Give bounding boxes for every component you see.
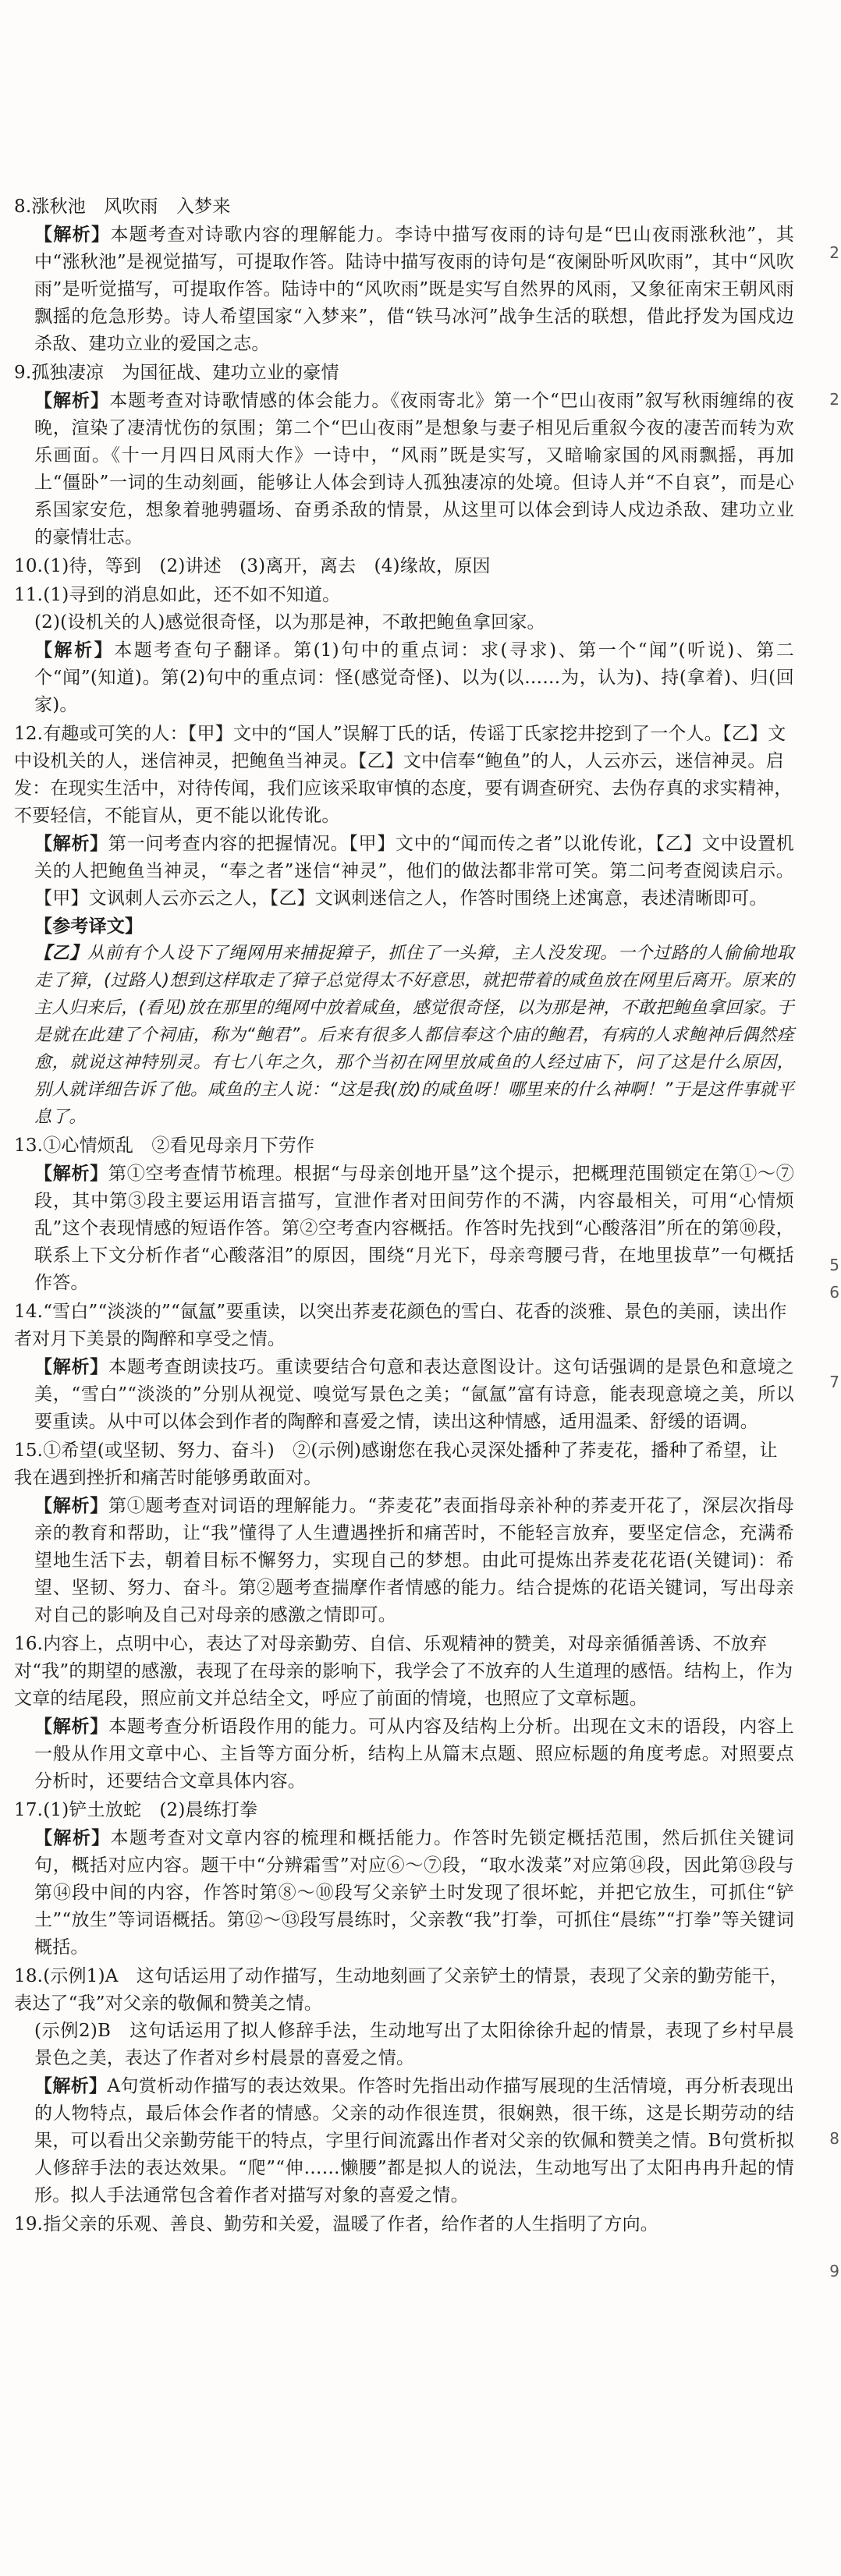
analysis-text: 本题考查对诗歌情感的体会能力。《夜雨寄北》第一个“巴山夜雨”叙写秋雨缠绵的夜晚，渲染了凄清忧伤的氛围；第二个“巴山夜雨”是想象与妻子相见后重叙今夜的凄苦而转为欢乐画面。《十一月四日风雨大作》一诗中，“风雨”既是实写，又暗喻家国的风雨飘摇，再加上“僵卧”一词的生动刻画，能够让人体会到诗人孤独凄凉的处境。但诗人并“不自哀”，而是心系国家安危，想象着驰骋疆场、奋勇杀敌的情景，从这里可以体会到诗人戍边杀敌、建功立业的豪情壮志。 [34, 391, 794, 547]
analysis-paragraph [14, 1160, 794, 1297]
item-answer: 内容上，点明中心，表达了对母亲勤劳、自信、乐观精神的赞美，对母亲循循善诱、不放弃对“我”的期望的感激，表现了在母亲的影响下，我学会了不放弃的人生道理的感悟。结构上，作为文章的结尾段，照应前文并总结全文，呼应了前面的情境，也照应了文章标题。 [14, 1634, 793, 1709]
answer-item [14, 1299, 794, 1436]
analysis-text: 第①空考查情节梳理。根据“与母亲创地开垦”这个提示，把概理范围锁定在第①～⑦段，其中第③段主要运用语言描写，宣泄作者对田间劳作的不满，内容最相关，可用“心情烦乱”这个表现情感的短语作答。第②空考查内容概括。作答时先找到“心酸落泪”所在的第⑩段，联系上下文分析作者“心酸落泪”的原因，围绕“月光下，母亲弯腰弓背，在地里拔草”一句概括作答。 [34, 1164, 794, 1293]
analysis-text: 本题考查对文章内容的梳理和概括能力。作答时先锁定概括范围，然后抓住关键词句，概括对应内容。题干中“分辨霜雪”对应⑥～⑦段，“取水泼菜”对应第⑭段，因此第⑬段与第⑭段中间的内容，作答时第⑧～⑩段写父亲铲土时发现了很坏蛇，并把它放生，可抓住“铲土”“放生”等词语概括。第⑫～⑬段写晨练时，父亲教“我”打拳，可抓住“晨练”“打拳”等关键词概括。 [34, 1828, 794, 1958]
analysis-paragraph [14, 1353, 794, 1436]
item-number: 8. [14, 197, 32, 217]
item-number: 14. [14, 1302, 44, 1322]
margin-mark: 9 [829, 2262, 839, 2280]
item-number: 13. [14, 1136, 44, 1156]
answer-item [14, 360, 794, 551]
analysis-tag: 【解析】 [34, 640, 115, 661]
item-number: 19. [14, 2214, 44, 2234]
analysis-paragraph [14, 636, 794, 719]
analysis-tag: 【解析】 [34, 2075, 108, 2096]
answer-item [14, 553, 794, 580]
item-number: 18. [14, 1966, 44, 1986]
margin-mark: 2 [829, 243, 839, 262]
item-answer: 涨秋池 风吹雨 入梦来 [31, 197, 231, 217]
item-number: 9. [14, 363, 32, 383]
item-answer: “雪白”“淡淡的”“氤氲”要重读，以突出荞麦花颜色的雪白、花香的淡雅、景色的美丽，读出作者对月下美景的陶醉和享受之情。 [14, 1302, 787, 1349]
analysis-paragraph [14, 609, 794, 636]
margin-mark: 2 [829, 390, 839, 409]
translation-body [14, 940, 794, 1131]
item-answer: 指父亲的乐观、善良、勤劳和关爱，温暖了作者，给作者的人生指明了方向。 [43, 2214, 658, 2234]
answer-item [14, 1437, 794, 1629]
item-answer: (1)寻到的消息如此，还不如不知道。 [43, 585, 341, 605]
analysis-tag: 【解析】 [34, 1163, 108, 1184]
item-number: 16. [14, 1634, 44, 1654]
analysis-paragraph [14, 1713, 794, 1795]
item-answer: 有趣或可笑的人：【甲】文中的“国人”误解丁氏的话，传谣丁氏家挖井挖到了一个人。【乙】文中设机关的人，迷信神灵，把鲍鱼当神灵。【乙】文中信奉“鲍鱼”的人，人云亦云，迷信神灵。启发：在现实生活中，对待传闻，我们应该采取审慎的态度，要有调查研究、去伪存真的求实精神，不要轻信，不能盲从，更不能以讹传讹。 [14, 724, 793, 826]
analysis-text: A句赏析动作描写的表达效果。作答时先指出动作描写展现的生活情境，再分析表现出的人物特点，最后体会作者的情感。父亲的动作很连贯，很娴熟，很干练，这是长期劳动的结果，可以看出父亲勤劳能干的特点，字里行间流露出作者对父亲的钦佩和赞美之情。B句赏析拟人修辞手法的表达效果。“爬”“伸……懒腰”都是拟人的说法，生动地写出了太阳冉冉升起的情形。拟人手法通常包含着作者对描写对象的喜爱之情。 [34, 2076, 794, 2206]
translation-label: 【乙】 [34, 944, 87, 963]
answer-first-line [14, 193, 794, 221]
item-answer: 孤独凄凉 为国征战、建功立业的豪情 [31, 363, 339, 383]
margin-mark: 7 [829, 1373, 839, 1391]
item-number: 17. [14, 1800, 44, 1820]
analysis-paragraph [14, 1824, 794, 1961]
answer-item [14, 582, 794, 719]
answer-item [14, 193, 794, 358]
analysis-text: 第①题考查对词语的理解能力。“荞麦花”表面指母亲补种的荞麦开花了，深层次指母亲的教育和帮助，让“我”懂得了人生遭遇挫折和痛苦时，不能轻言放弃，要坚定信念，充满希望地生活下去，朝着目标不懈努力，实现自己的梦想。由此可提炼出荞麦花花语(关键词)：希望、坚韧、努力、奋斗。第②题考查揣摩作者情感的能力。结合提炼的花语关键词，写出母亲对自己的影响及自己对母亲的感激之情即可。 [34, 1496, 794, 1625]
analysis-paragraph [14, 2072, 794, 2209]
analysis-text: (示例2)B 这句话运用了拟人修辞手法，生动地写出了太阳徐徐升起的情景，表现了乡村早晨景色之美，表达了作者对乡村晨景的喜爱之情。 [34, 2021, 794, 2068]
analysis-text: 本题考查句子翻译。第(1)句中的重点词：求(寻求)、第一个“闻”(听说)、第二个“闻”(知道)。第(2)句中的重点词：怪(感觉奇怪)、以为(以……为，认为)、持(拿着)、归(回家)。 [34, 640, 794, 715]
answer-first-line [14, 1963, 794, 2018]
item-answer: ①心情烦乱 ②看见母亲月下劳作 [43, 1136, 315, 1156]
analysis-tag: 【解析】 [34, 1716, 109, 1737]
answer-item [14, 721, 794, 1131]
answer-first-line [14, 1631, 794, 1713]
analysis-tag: 【解析】 [34, 390, 110, 411]
margin-mark: 5 [829, 1256, 839, 1274]
analysis-tag: 【解析】 [34, 1356, 109, 1377]
analysis-tag: 【解析】 [34, 1827, 111, 1848]
answer-item [14, 1963, 794, 2209]
item-answer: (1)待，等到 (2)讲述 (3)离开，离去 (4)缘故，原因 [43, 556, 491, 576]
answer-first-line [14, 360, 794, 387]
answer-item [14, 2211, 794, 2238]
analysis-text: 本题考查分析语段作用的能力。可从内容及结构上分析。出现在文末的语段，内容上一般从作用文章中心、主旨等方面分析，结构上从篇末点题、照应标题的角度考虑。对照要点分析时，还要结合文章具体内容。 [34, 1717, 794, 1791]
answer-first-line [14, 2211, 794, 2238]
analysis-tag: 【解析】 [34, 833, 108, 854]
answer-list [14, 193, 794, 2240]
item-number: 10. [14, 556, 44, 576]
answer-item [14, 1132, 794, 1297]
margin-mark: 8 [829, 2129, 839, 2148]
analysis-text: 本题考查朗读技巧。重读要结合句意和表达意图设计。这句话强调的是景色和意境之美，“雪白”“淡淡的”分别从视觉、嗅觉写景色之美；“氤氲”富有诗意，能表现意境之美，所以要重读。从中可以体会到作者的陶醉和喜爱之情，读出这种情感，适用温柔、舒缓的语调。 [34, 1357, 794, 1432]
analysis-text: 本题考查对诗歌内容的理解能力。李诗中描写夜雨的诗句是“巴山夜雨涨秋池”，其中“涨秋池”是视觉描写，可提取作答。陆诗中描写夜雨的诗句是“夜阑卧听风吹雨”，其中“风吹雨”是听觉描写，可提取作答。陆诗中的“风吹雨”既是实写自然界的风雨，又象征南宋王朝风雨飘摇的危急形势。诗人希望国家“入梦来”，借“铁马冰河”战争生活的联想，借此抒发为国戍边杀敌、建功立业的爱国之志。 [34, 225, 794, 354]
analysis-paragraph [14, 221, 794, 358]
item-number: 15. [14, 1440, 44, 1461]
analysis-text: 第一问考查内容的把握情况。【甲】文中的“闻而传之者”以讹传讹，【乙】文中设置机关的人把鲍鱼当神灵，“奉之者”迷信“神灵”，他们的做法都非常可笑。第二问考查阅读启示。【甲】文讽刺人云亦云之人，【乙】文讽刺迷信之人，作答时围绕上述寓意，表述清晰即可。 [34, 834, 794, 909]
item-answer: (示例1)A 这句话运用了动作描写，生动地刻画了父亲铲土的情景，表现了父亲的勤劳能干，表达了“我”对父亲的敬佩和赞美之情。 [14, 1966, 788, 2014]
answer-first-line [14, 1797, 794, 1824]
analysis-paragraph [14, 387, 794, 551]
analysis-tag: 【解析】 [34, 224, 111, 245]
analysis-tag: 【解析】 [34, 1495, 108, 1516]
item-answer: (1)铲土放蛇 (2)晨练打拳 [43, 1800, 258, 1820]
answer-first-line [14, 721, 794, 830]
margin-mark: 6 [829, 1283, 839, 1302]
analysis-paragraph [14, 830, 794, 912]
translation-title: 【参考译文】 [34, 916, 144, 937]
analysis-paragraph [14, 1492, 794, 1629]
answer-item [14, 1797, 794, 1961]
answer-first-line [14, 1299, 794, 1353]
answer-first-line [14, 582, 794, 609]
answer-first-line [14, 1437, 794, 1492]
answer-first-line [14, 1132, 794, 1160]
translation-text: 从前有个人设下了绳网用来捕捉獐子，抓住了一头獐，主人没发现。一个过路的人偷偷地取走了獐，(过路人)想到这样取走了獐子总觉得太不好意思，就把带着的咸鱼放在网里后离开。原来的主人归来后，(看见)放在那里的绳网中放着咸鱼，感觉很奇怪，以为那是神，不敢把鲍鱼拿回家。于是就在此建了个祠庙，称为“鲍君”。后来有很多人都信奉这个庙的鲍君，有病的人求鲍神后偶然痊愈，就说这神特别灵。有七八年之久，那个当初在网里放咸鱼的人经过庙下，问了这是什么原因，别人就详细告诉了他。咸鱼的主人说：“这是我(放)的咸鱼呀！哪里来的什么神啊！”于是这件事就平息了。 [34, 944, 794, 1127]
answer-item [14, 1631, 794, 1795]
item-number: 12. [14, 724, 44, 744]
answer-first-line [14, 553, 794, 580]
analysis-text: (2)(设机关的人)感觉很奇怪，以为那是神，不敢把鲍鱼拿回家。 [34, 612, 545, 632]
analysis-paragraph [14, 2018, 794, 2072]
item-number: 11. [14, 585, 44, 605]
item-answer: ①希望(或坚韧、努力、奋斗) ②(示例)感谢您在我心灵深处播种了荞麦花，播种了希望，让我在遇到挫折和痛苦时能够勇敢面对。 [14, 1440, 778, 1488]
